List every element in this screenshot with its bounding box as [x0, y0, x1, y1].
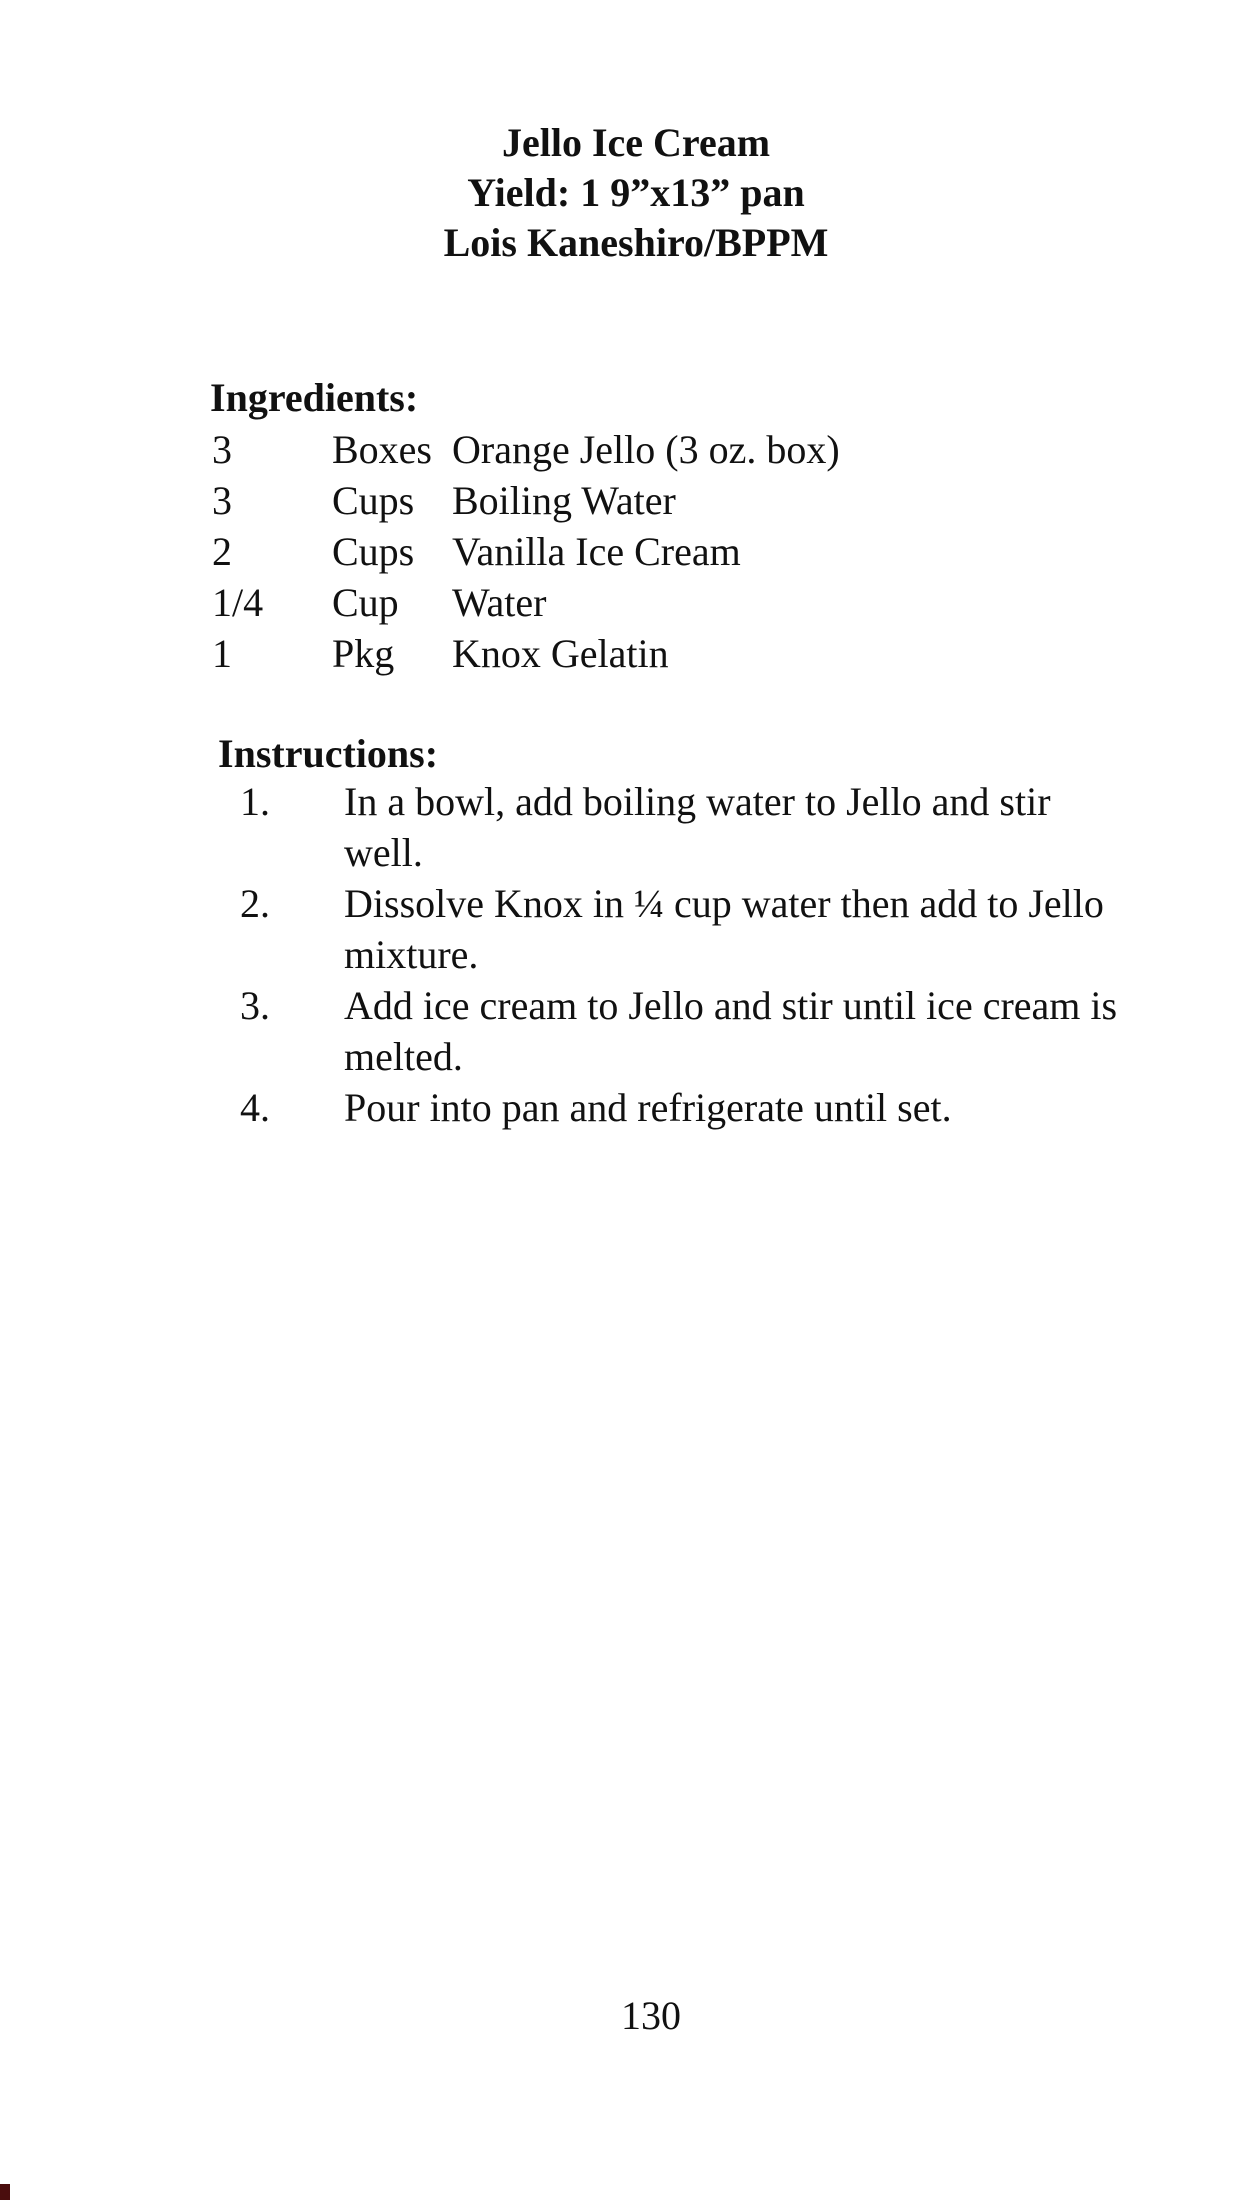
recipe-title: Jello Ice Cream [501, 120, 771, 165]
ingredient-name: Water [452, 580, 547, 625]
ingredient-unit: Pkg [332, 631, 395, 676]
ingredient-name: Knox Gelatin [452, 631, 669, 676]
recipe-author: Lois Kaneshiro/BPPM [443, 220, 829, 265]
ingredient-quantity: 3 [212, 478, 232, 523]
ingredient-quantity: 3 [212, 427, 232, 472]
instruction-step [232, 980, 1132, 1082]
instruction-step [232, 878, 1132, 980]
ingredients-heading: Ingredients: [210, 375, 419, 420]
step-number: 2. [240, 881, 270, 926]
step-text: Dissolve Knox in ¼ cup water then add to Jello mixture. [344, 881, 1104, 977]
recipe-header [0, 118, 1258, 268]
instructions-list [232, 776, 1132, 1133]
ingredient-unit: Boxes [332, 427, 432, 472]
ingredient-unit: Cups [332, 478, 415, 523]
page-edge-mark [0, 2184, 10, 2200]
instruction-step [232, 776, 1132, 878]
step-text: Add ice cream to Jello and stir until ice cream is melted. [344, 983, 1118, 1079]
step-number: 4. [240, 1085, 270, 1130]
instructions-heading: Instructions: [218, 731, 439, 776]
step-number: 1. [240, 779, 270, 824]
ingredient-quantity: 2 [212, 529, 232, 574]
ingredient-quantity: 1 [212, 631, 232, 676]
ingredient-unit: Cup [332, 580, 399, 625]
instruction-step [232, 1082, 1132, 1133]
ingredient-name: Vanilla Ice Cream [452, 529, 741, 574]
step-number: 3. [240, 983, 270, 1028]
ingredient-name: Orange Jello (3 oz. box) [452, 427, 840, 472]
step-text: In a bowl, add boiling water to Jello and stir well. [344, 779, 1051, 875]
ingredient-unit: Cups [332, 529, 415, 574]
step-text: Pour into pan and refrigerate until set. [344, 1085, 952, 1130]
page-number: 130 [621, 1993, 681, 2038]
recipe-yield: Yield: 1 9”x13” pan [467, 170, 805, 215]
ingredient-name: Boiling Water [452, 478, 676, 523]
ingredient-quantity: 1/4 [212, 580, 264, 625]
